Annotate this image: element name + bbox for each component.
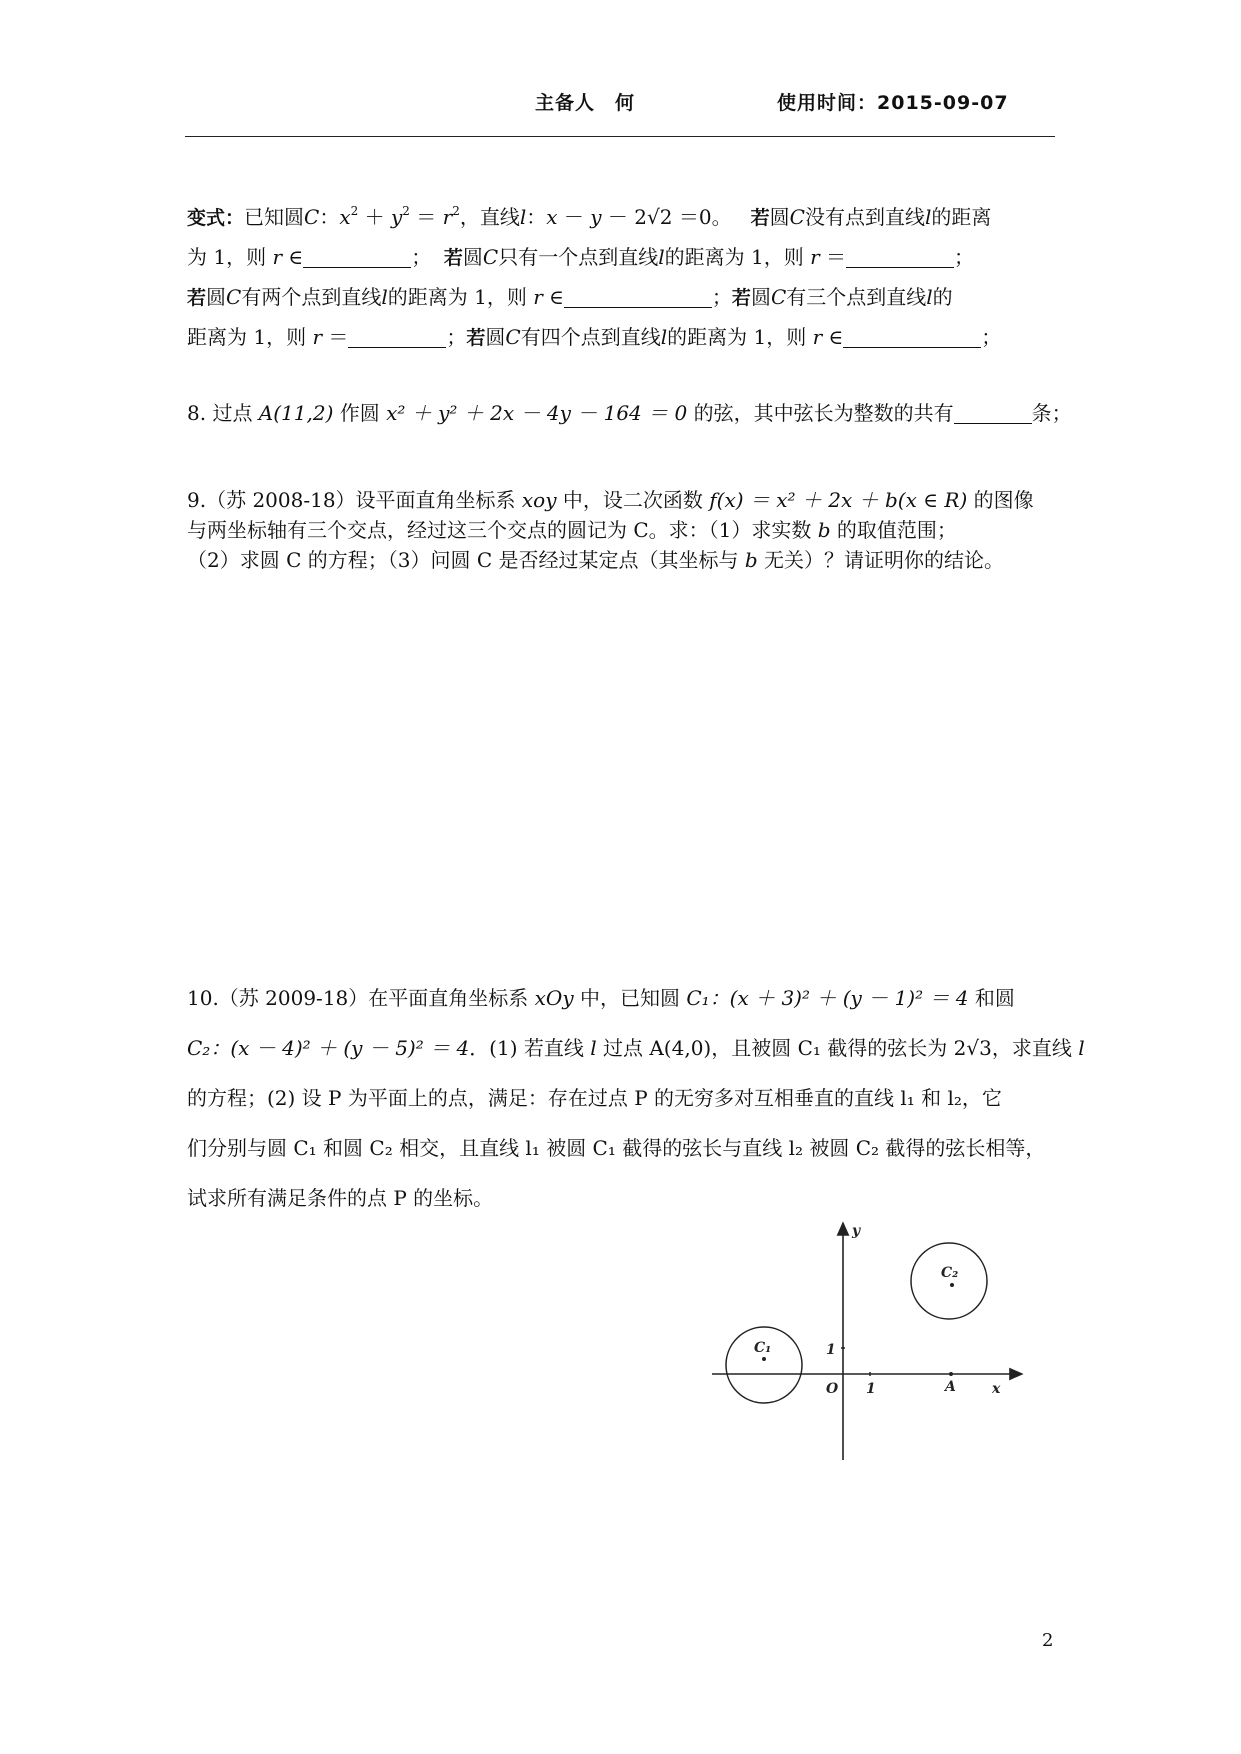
page-number: 2 [1042, 1630, 1054, 1651]
preparer: 主备人 何 [535, 92, 636, 114]
variant-line-1: 变式：已知圆C：$x^2 + y^2 = r^2$，直线l：x － y － 2√2 ＝0。 若圆C没有点到直线l的距离 [187, 204, 992, 229]
c2-label: C₂ [941, 1265, 959, 1281]
c2-center [950, 1283, 954, 1287]
answer-blank[interactable] [348, 323, 446, 348]
variant-line-2: 为 1，则 r ∈ ； 若圆C只有一个点到直线l的距离为 1，则 r ＝ ； [187, 245, 975, 269]
point-a-label: A [945, 1379, 956, 1395]
point-a [949, 1372, 953, 1376]
answer-blank[interactable] [846, 243, 954, 268]
x-tick-1: 1 [866, 1381, 876, 1397]
origin-label: O [826, 1381, 839, 1397]
question-10: 10.（苏 2009-18）在平面直角坐标系 xOy 中，已知圆 C₁：(x ＋ 3)² ＋ (y － 1)² ＝ 4 和圆 C₂：(x － 4)² ＋ (y － 5)² ＝ 4．(1) 若直线 l 过点 A(4,0)，且被圆 C₁ 截得的弦长为 2√3，求直线 l 的方程；(2) 设 P 为平面上的点，满足：存在过点 P 的无穷多对互相垂直的直线 l₁ 和 l₂，它 们分别与圆 C₁ 和圆 C₂ 相交，且直线 l₁ 被圆 C₁ 截得的弦长与直线 l₂ 被圆 C₂ 截得的弦长相等， 试求所有满足条件的点 P 的坐标。 [187, 986, 1085, 1210]
c1-center [762, 1357, 766, 1361]
variant-section [187, 197, 1067, 357]
answer-blank[interactable] [564, 283, 712, 308]
answer-blank[interactable] [954, 399, 1032, 424]
variant-label: 变式： [187, 207, 245, 229]
page-header [185, 88, 1055, 128]
answer-blank[interactable] [843, 323, 981, 348]
question-9: 9.（苏 2008-18）设平面直角坐标系 xoy 中，设二次函数 f(x) ＝ x² ＋ 2x ＋ b(x ∈ R) 的图像 与两坐标轴有三个交点，经过这三个交点的圆记为 C。求：（1）求实数 b 的取值范围； （2）求圆 C 的方程；（3）问圆 C 是否经过某定点（其坐标与 b 无关）？请证明你的结论。 [187, 488, 1034, 572]
c1-label: C₁ [754, 1340, 772, 1356]
header-rule [185, 136, 1055, 137]
x-axis-label: x [992, 1381, 1001, 1397]
question-8: 8. 过点 A(11,2) 作圆 x² ＋ y² ＋ 2x － 4y － 164 ＝ 0 的弦，其中弦长为整数的共有 条； [187, 401, 1072, 425]
variant-line-3: 若圆C有两个点到直线l的距离为 1，则 r ∈ ；若圆C有三个点到直线l的 [187, 285, 953, 309]
use-time: 使用时间：2015-09-07 [777, 92, 1009, 114]
circle-c2 [911, 1243, 987, 1319]
y-axis-label: y [852, 1223, 861, 1239]
coordinate-figure [700, 1215, 1030, 1460]
variant-line-4: 距离为 1，则 r ＝ ；若圆C有四个点到直线l的距离为 1，则 r ∈ ； [187, 325, 1002, 349]
y-tick-1: 1 [826, 1342, 836, 1358]
answer-blank[interactable] [303, 243, 411, 268]
circle-c1 [726, 1327, 802, 1403]
